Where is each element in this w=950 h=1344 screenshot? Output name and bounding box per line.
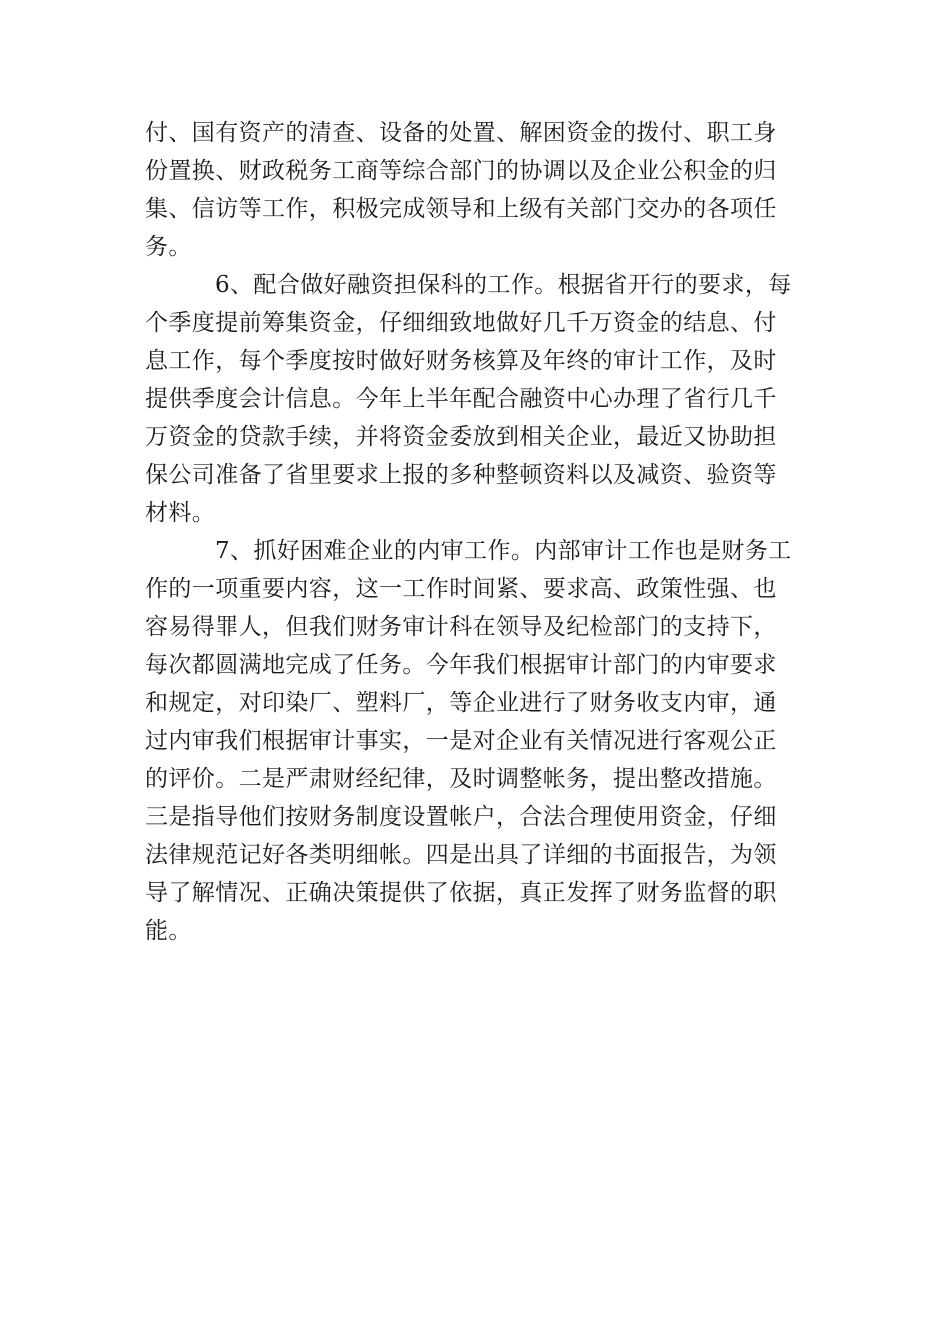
text-line: 导了解情况、正确决策提供了依据，真正发挥了财务监督的职 (145, 880, 777, 906)
text-line: 务。 (145, 234, 192, 260)
text-line: 份置换、财政税务工商等综合部门的协调以及企业公积金的归 (145, 158, 777, 184)
text-line: 材料。 (145, 500, 216, 526)
text-line: 万资金的贷款手续，并将资金委放到相关企业，最近又协助担 (145, 424, 777, 450)
paragraph-continued (145, 114, 805, 266)
text-line: 付、国有资产的清查、设备的处置、解困资金的拨付、职工身 (145, 120, 777, 146)
text-line: 三是指导他们按财务制度设置帐户，合法合理使用资金，仔细 (145, 804, 777, 830)
text-line: 作的一项重要内容，这一工作时间紧、要求高、政策性强、也 (145, 576, 777, 602)
text-line: 法律规范记好各类明细帐。四是出具了详细的书面报告，为领 (145, 842, 777, 868)
text-line: 能。 (145, 918, 192, 944)
paragraph-item-7 (145, 532, 805, 950)
paragraph-item-6 (145, 266, 805, 532)
text-line: 息工作，每个季度按时做好财务核算及年终的审计工作，及时 (145, 348, 777, 374)
text-line: 容易得罪人，但我们财务审计科在领导及纪检部门的支持下， (145, 614, 777, 640)
text-line: 和规定，对印染厂、塑料厂，等企业进行了财务收支内审，通 (145, 690, 777, 716)
text-line: 每次都圆满地完成了任务。今年我们根据审计部门的内审要求 (145, 652, 777, 678)
text-line: 个季度提前筹集资金，仔细细致地做好几千万资金的结息、付 (145, 310, 777, 336)
text-line: 集、信访等工作，积极完成领导和上级有关部门交办的各项任 (145, 196, 777, 222)
text-line: 7、抓好困难企业的内审工作。内部审计工作也是财务工 (215, 538, 792, 564)
text-line: 过内审我们根据审计事实，一是对企业有关情况进行客观公正 (145, 728, 777, 754)
document-body (145, 114, 805, 950)
text-line: 的评价。二是严肃财经纪律，及时调整帐务，提出整改措施。 (145, 766, 777, 792)
text-line: 提供季度会计信息。今年上半年配合融资中心办理了省行几千 (145, 386, 777, 412)
text-line: 保公司准备了省里要求上报的多种整顿资料以及减资、验资等 (145, 462, 777, 488)
text-line: 6、配合做好融资担保科的工作。根据省开行的要求，每 (215, 272, 792, 298)
